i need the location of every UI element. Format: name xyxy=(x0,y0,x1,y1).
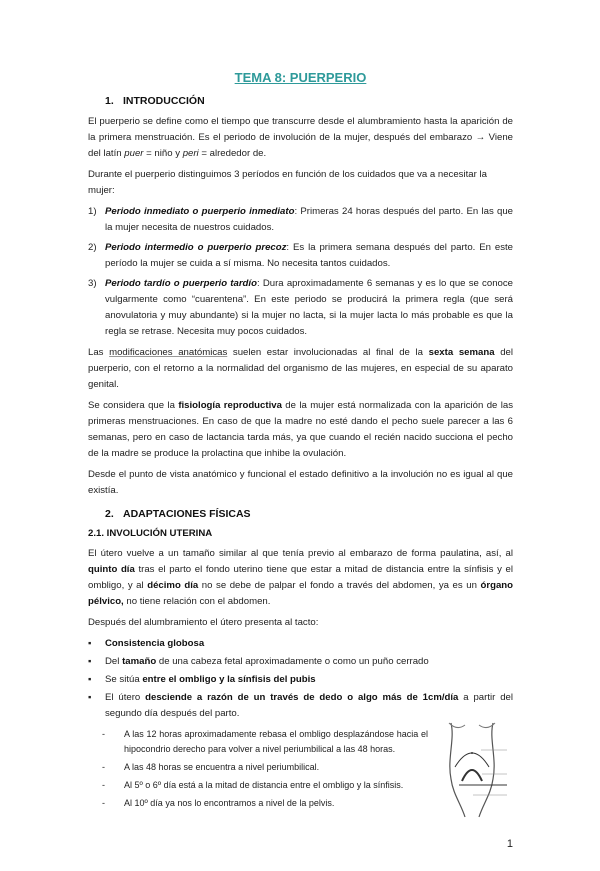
dash-item: - Al 5º o 6º día está a la mitad de distancia entre el ombligo y la sínfisis. xyxy=(102,780,404,790)
bullet-list xyxy=(88,636,513,722)
period-item: 1) Periodo inmediato o puerperio inmediato: Primeras 24 horas después del parto. En las que la mujer necesita de nuestros cuidados. xyxy=(88,206,513,233)
section-number: 1. xyxy=(105,95,114,107)
paragraph-anatomical: Las modificaciones anatómicas suelen estar involucionadas al final de la sexta semana del puerperio, con el retorno a la normalidad del organismo de las mujeres, en especial de su aparato genital. xyxy=(88,347,514,390)
period-item: 3) Periodo tardío o puerperio tardío: Dura aproximadamente 6 semanas y es lo que se conoce vulgarmente como “cuarentena”. En este periodo se producirá la primera regla (que será anovulatoria y muy abundante) si la mujer no lacta, si la mujer lacta lo más probable es que la regla se retrase. Necesita muy pocos cuidados. xyxy=(88,278,513,337)
paragraph-definition: El puerperio se define como el tiempo que transcurre desde el alumbramiento hasta la aparición de la primera menstruación. Es el periodo de involución de la mujer, después del embarazo → Viene del latín puer = niño y peri = alrededor de. xyxy=(88,116,513,159)
paragraph-touch: Después del alumbramiento el útero presenta al tacto: xyxy=(88,617,319,628)
page-title: TEMA 8: PUERPERIO xyxy=(234,70,367,85)
periods-list xyxy=(88,204,513,340)
paragraph-physiology: Se considera que la fisiología reproductiva de la mujer está normalizada con la aparición de las primeras menstruaciones. En caso de que la madre no esté dando el pecho suele parecer a las 6 semanas, pero en caso de lactancia tarda más, ya que cuando el recién nacido succiona el pecho de la madre se produce la prolactina que inhibe la ovulación. xyxy=(88,400,514,459)
section-label: ADAPTACIONES FÍSICAS xyxy=(123,508,251,520)
uterus-involution-illustration xyxy=(443,719,513,819)
period-item: 2) Periodo intermedio o puerperio precoz: Es la primera semana después del parto. En este período la mujer se cuida a sí misma. No necesita tantos cuidados. xyxy=(88,242,513,269)
dash-item: - A las 12 horas aproximadamente rebasa el ombligo desplazándose hacia el hipocondrio derecho para volver a nivel periumbilical a las 48 horas. xyxy=(102,729,428,754)
paragraph-definitive-state: Desde el punto de vista anatómico y funcional el estado definitivo a la involución no es igual al que existía. xyxy=(88,469,513,496)
dash-list xyxy=(88,727,428,814)
paragraph-involution: El útero vuelve a un tamaño similar al que tenía previo al embarazo de forma paulatina, así, al quinto día tras el parto el fondo uterino tiene que estar a mitad de distancia entre la sínfisis y el ombligo, y al décimo día no se debe de palpar el fondo a través del abdomen, ya es un órgano pélvico, no tiene relación con el abdomen. xyxy=(88,548,513,607)
section-number: 2. xyxy=(105,508,114,520)
dash-item: - A las 48 horas se encuentra a nivel periumbilical. xyxy=(102,762,320,772)
paragraph-periods-intro: Durante el puerperio distinguimos 3 períodos en función de los cuidados que va a necesitar la mujer: xyxy=(88,169,487,196)
subsection-heading: 2.1. INVOLUCIÓN UTERINA xyxy=(88,528,213,539)
bullet-item: ▪ Consistencia globosa xyxy=(88,638,205,649)
bullet-item: ▪ Se sitúa entre el ombligo y la sínfisis del pubis xyxy=(88,674,316,685)
page-number: 1 xyxy=(506,838,513,850)
section-heading-adaptaciones xyxy=(105,507,513,521)
section-heading-introduccion xyxy=(105,94,513,108)
section-label: INTRODUCCIÓN xyxy=(123,95,205,107)
bullet-item: ▪ Del tamaño de una cabeza fetal aproximadamente o como un puño cerrado xyxy=(88,656,429,667)
dash-item: - Al 10º día ya nos lo encontramos a nivel de la pelvis. xyxy=(102,798,335,808)
bullet-item: ▪ El útero desciende a razón de un través de dedo o algo más de 1cm/día a partir del segundo día después del parto. xyxy=(88,692,514,719)
dash-section xyxy=(88,727,513,819)
